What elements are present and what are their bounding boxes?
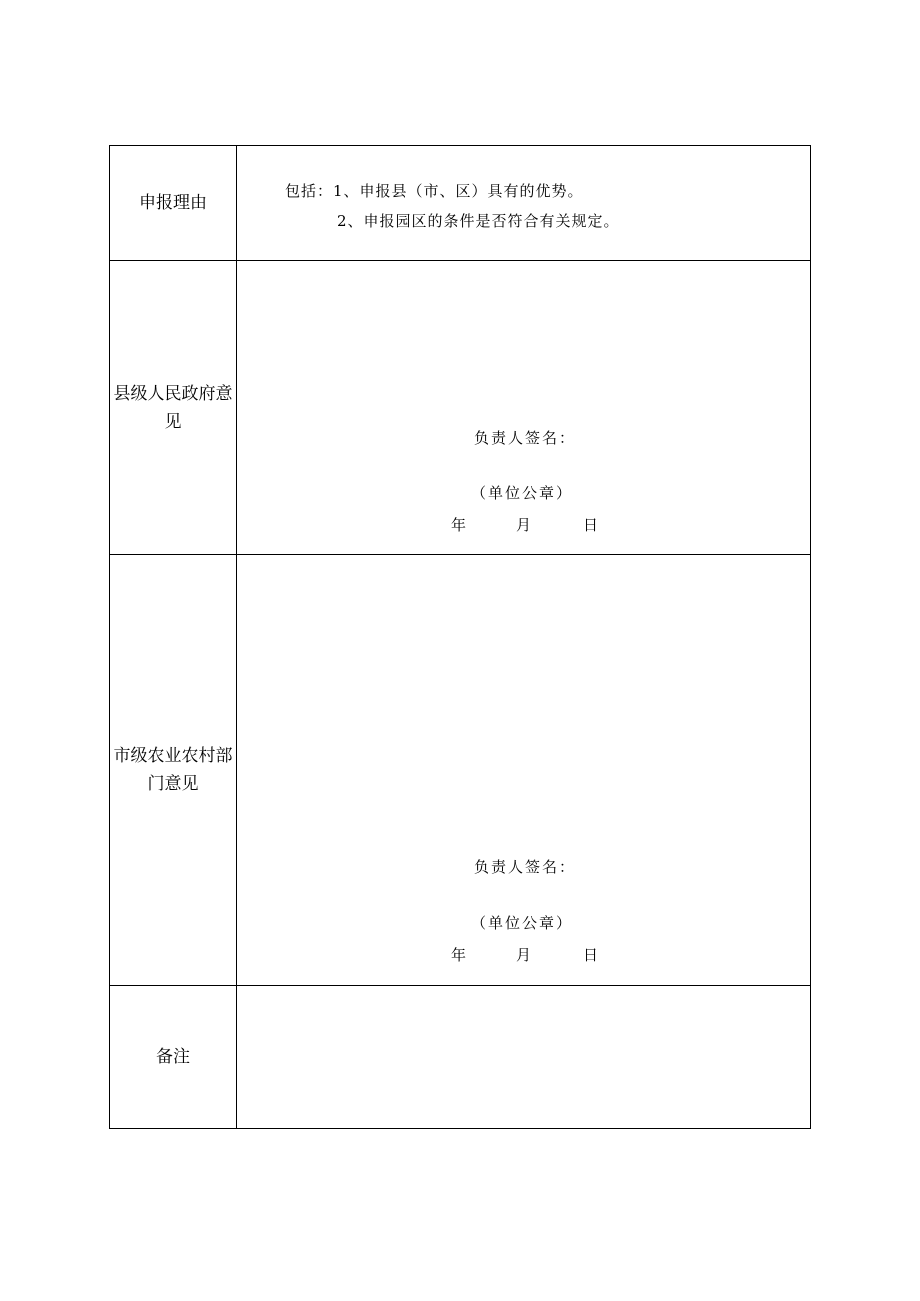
- city-seal-label: （单位公章）: [471, 914, 574, 932]
- application-form-table: [109, 145, 811, 1129]
- row-application-reason: [110, 146, 810, 261]
- county-date-day: 日: [583, 516, 601, 534]
- county-signature-label: 负责人签名：: [474, 429, 577, 447]
- row-county-government-opinion: [110, 261, 810, 555]
- city-signature-label: 负责人签名：: [474, 858, 577, 876]
- field-county-government-opinion[interactable]: [237, 261, 810, 554]
- label-county-government-opinion: 县级人民政府意见: [113, 383, 233, 432]
- row-remarks: [110, 986, 810, 1128]
- field-remarks[interactable]: [237, 986, 810, 1128]
- label-remarks: 备注: [156, 1047, 190, 1067]
- city-date-month: 月: [516, 946, 534, 964]
- label-cell-remarks: [110, 986, 237, 1128]
- label-city-agriculture-dept-opinion: 市级农业农村部门意见: [113, 746, 233, 794]
- label-cell-city-agriculture-dept-opinion: [110, 555, 237, 985]
- row-city-agriculture-dept-opinion: [110, 555, 810, 986]
- label-cell-application-reason: [110, 146, 237, 260]
- city-date-year: 年: [451, 946, 469, 964]
- reason-instruction-line-2: 2、申报园区的条件是否符合有关规定。: [337, 212, 620, 230]
- field-application-reason[interactable]: [237, 146, 810, 260]
- county-date-year: 年: [451, 516, 469, 534]
- city-date-day: 日: [583, 946, 601, 964]
- label-application-reason: 申报理由: [139, 193, 207, 213]
- field-city-agriculture-dept-opinion[interactable]: [237, 555, 810, 985]
- label-cell-county-government-opinion: [110, 261, 237, 554]
- reason-instruction-line-1: 包括：1、申报县（市、区）具有的优势。: [285, 182, 584, 200]
- county-seal-label: （单位公章）: [471, 484, 574, 502]
- county-date-month: 月: [516, 516, 534, 534]
